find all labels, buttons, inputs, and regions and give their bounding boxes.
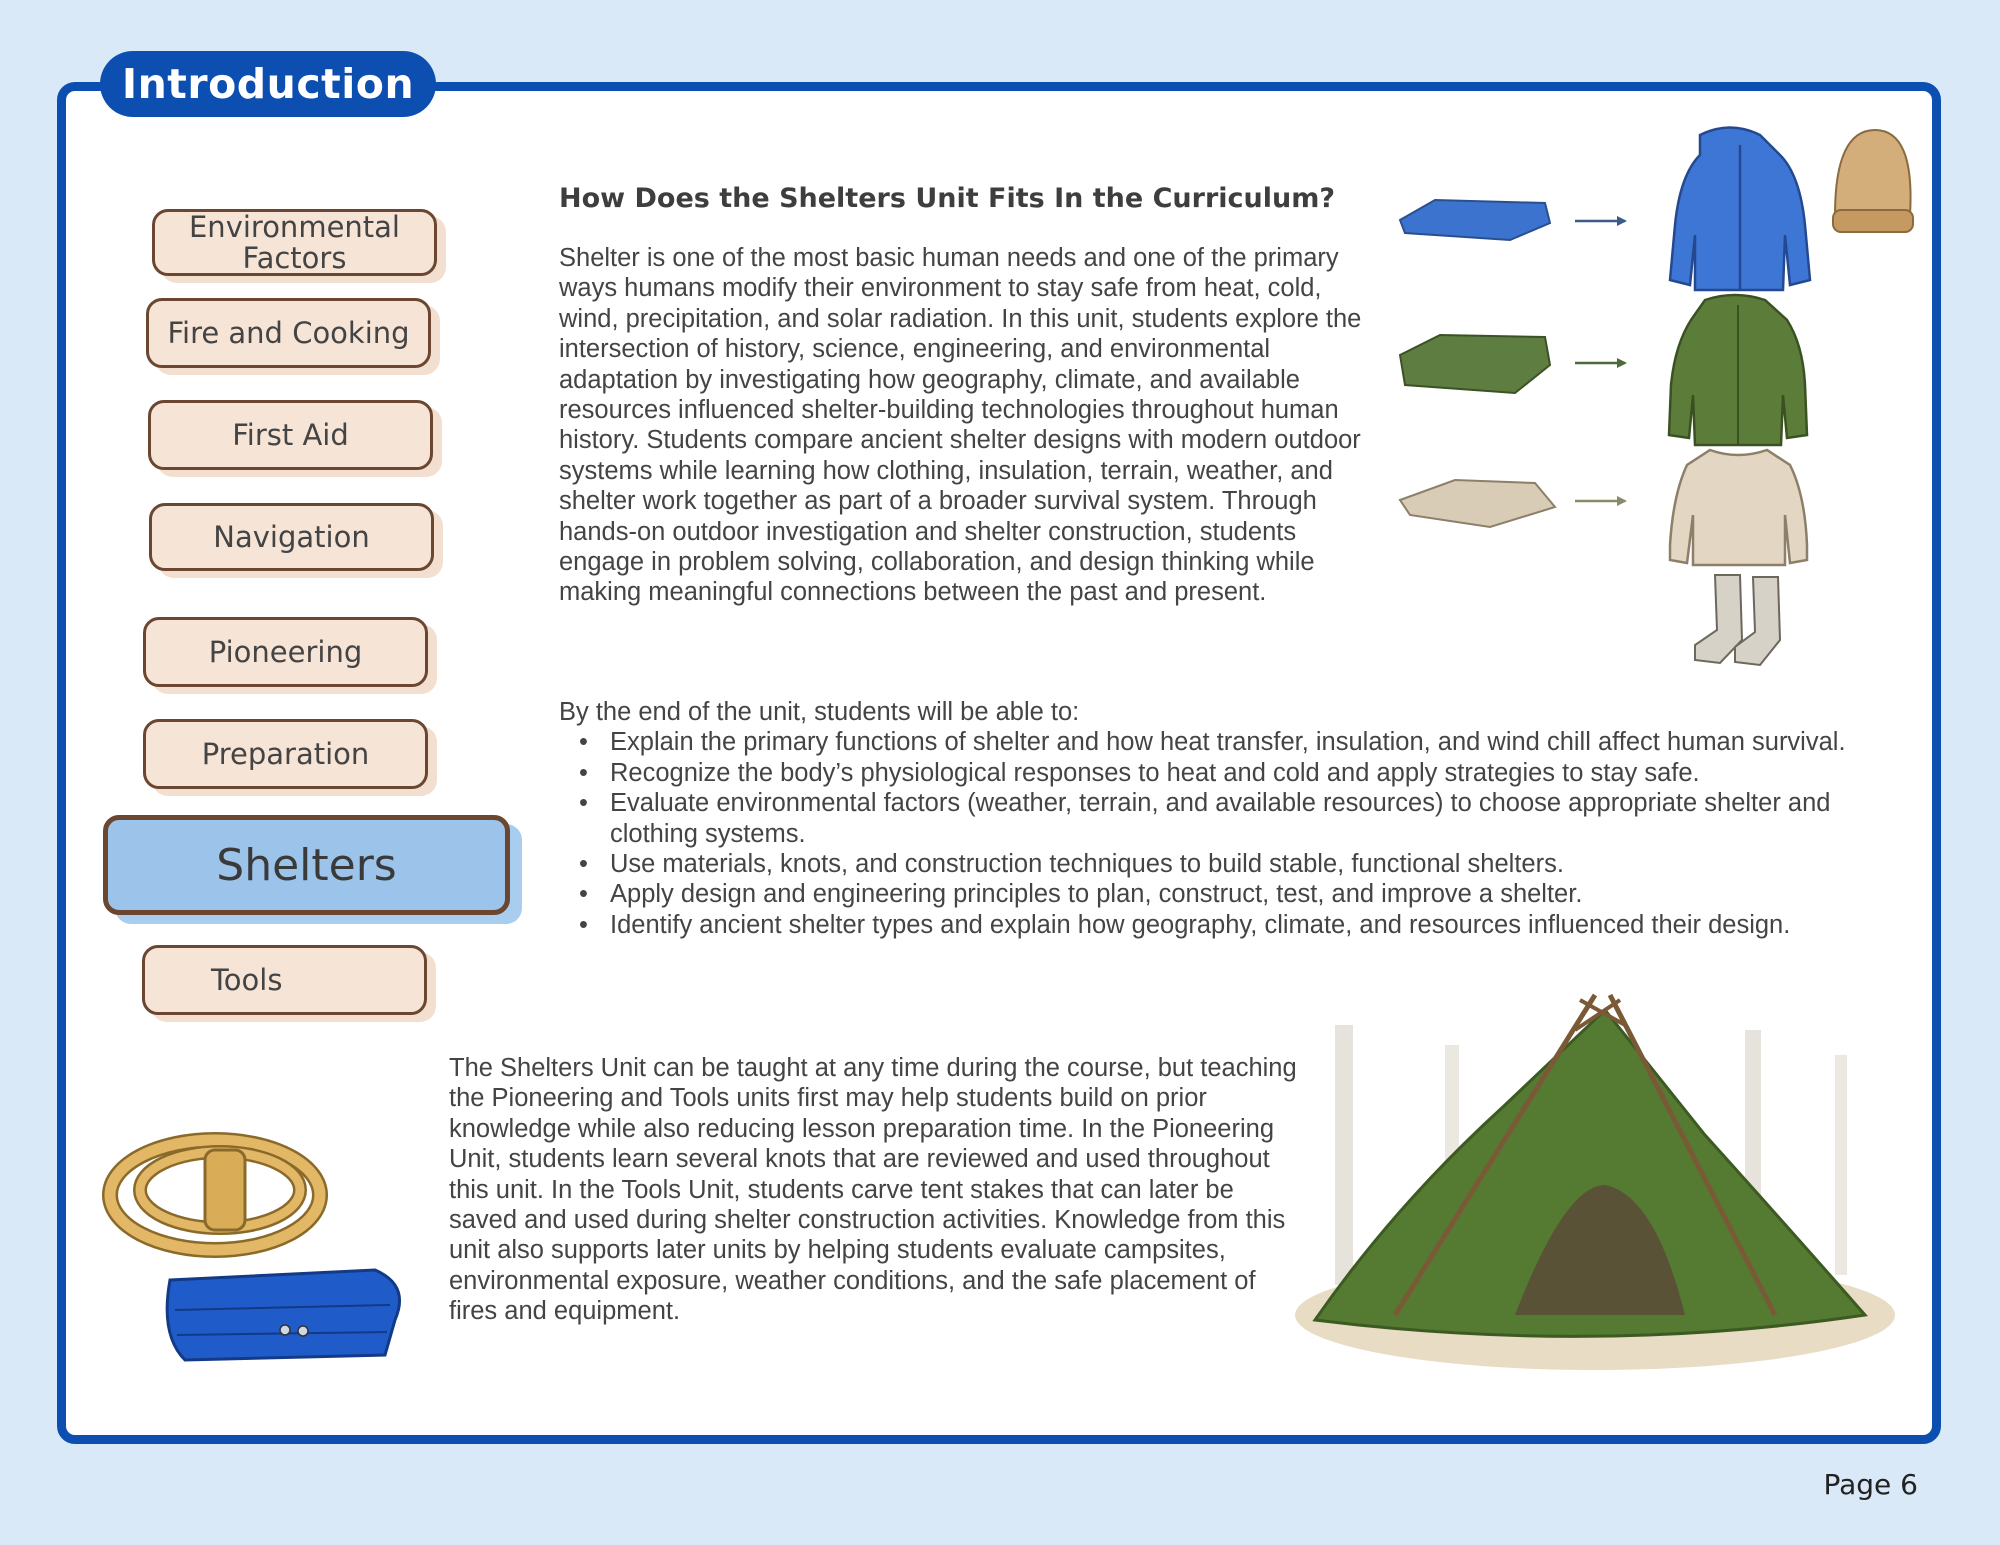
intro-paragraph: Shelter is one of the most basic human needs and one of the primary ways humans modify their environment to stay safe from heat, cold, wind, precipitation, and solar radiation. In this unit, students explore the intersection of history, science, engineering, and environmental adaptation by investigating how geography, climate, and available resources influenced shelter-building technologies throughout human history. Students compare ancient shelter designs with modern outdoor systems while learning how clothing, insulation, terrain, weather, and shelter work together as part of a broader survival system. Through hands-on outdoor investigation and shelter construction, students engage in problem solving, collaboration, and design thinking while making meaningful connections between the past and present. (559, 244, 1362, 607)
nav-label: First Aid (232, 417, 349, 452)
nav-button-fire-and-cooking[interactable] (146, 298, 431, 368)
section-tab-title: Introduction (100, 51, 436, 117)
list-item: • Explain the primary functions of shelter and how heat transfer, insulation, and wind chill affect human survival. (559, 727, 1884, 757)
page-number: Page 6 (1823, 1468, 1918, 1501)
closing-paragraph: The Shelters Unit can be taught at any time during the course, but teaching the Pioneering and Tools units first may help students build on prior knowledge while also reducing lesson preparation time. In the Pioneering Unit, students learn several knots that are reviewed and used throughout this unit. In the Tools Unit, students carve tent stakes that can later be saved and used during shelter construction activities. Knowledge from this unit also supports later units by helping students evaluate campsites, environmental exposure, weather conditions, and the safe placement of fires and equipment. (449, 1054, 1297, 1326)
list-item: • Use materials, knots, and construction techniques to build stable, functional shelters. (559, 849, 1884, 879)
clothing-layers-illustration (1395, 115, 1915, 685)
list-item: • Recognize the body’s physiological responses to heat and cold and apply strategies to stay safe. (559, 758, 1884, 788)
nav-button-first-aid[interactable] (148, 400, 433, 470)
goals-block (559, 697, 1884, 940)
nav-label: Shelters (216, 839, 397, 891)
nav-button-environmental-factors[interactable] (152, 209, 437, 276)
goals-intro: By the end of the unit, students will be able to: (559, 698, 1080, 726)
nav-button-pioneering[interactable] (143, 617, 428, 687)
list-item: • Evaluate environmental factors (weather, terrain, and available resources) to choose appropriate shelter and clothing systems. (559, 788, 1884, 849)
nav-button-navigation[interactable] (149, 503, 434, 571)
nav-button-shelters[interactable] (103, 815, 510, 915)
nav-label: Tools (211, 962, 283, 997)
nav-button-tools[interactable] (142, 945, 427, 1015)
nav-label: Environmental Factors (188, 209, 400, 275)
debris-shelter-illustration (1275, 985, 1900, 1385)
rope-and-tarp-illustration (95, 1110, 425, 1390)
list-item: • Apply design and engineering principles to plan, construct, test, and improve a shelter. (559, 879, 1884, 909)
nav-label: Fire and Cooking (167, 315, 410, 350)
nav-label: Pioneering (208, 634, 363, 669)
nav-label: Preparation (201, 736, 370, 771)
goals-list (559, 727, 1884, 940)
list-item: • Identify ancient shelter types and explain how geography, climate, and resources influenced their design. (559, 910, 1884, 940)
nav-label: Navigation (213, 519, 370, 554)
nav-button-preparation[interactable] (143, 719, 428, 789)
section-heading: How Does the Shelters Unit Fits In the Curriculum? (559, 183, 1336, 214)
